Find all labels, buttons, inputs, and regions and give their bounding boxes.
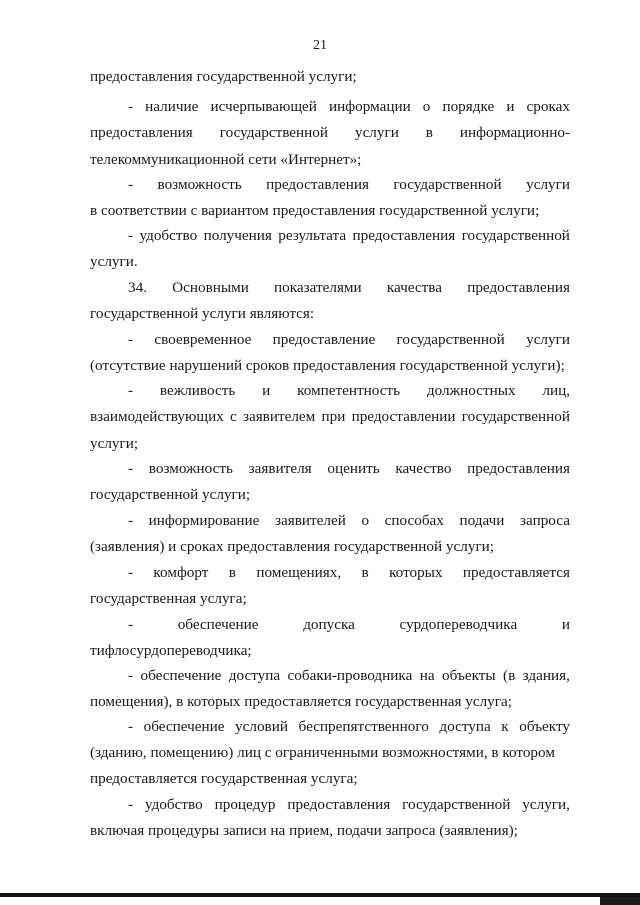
text-line: предоставления государственной услуги; <box>90 68 357 85</box>
word: - <box>128 512 134 529</box>
word: подачи <box>459 512 505 529</box>
text-line: (заявления) и сроках предоставления государственной услуги; <box>90 538 495 555</box>
text-line-justified <box>128 227 570 245</box>
text-line: включая процедуры записи на прием, подачи запроса (заявления); <box>90 822 518 839</box>
word: исчерпывающей <box>210 98 317 115</box>
word: государственной <box>219 124 329 141</box>
word: предоставления <box>266 176 369 193</box>
text-line-justified <box>90 124 570 142</box>
word: взаимодействующих <box>90 408 224 425</box>
word: и <box>561 616 570 633</box>
word: доступа <box>439 718 491 735</box>
word: - <box>128 176 134 193</box>
word: порядке <box>442 98 495 115</box>
word: комфорт <box>153 564 209 581</box>
word: - <box>128 796 134 813</box>
word: государственной <box>393 176 502 193</box>
word: компетентность <box>297 382 401 399</box>
word: возможность <box>157 176 242 193</box>
word: заявителя <box>248 460 312 477</box>
text-line: услуги. <box>90 253 138 270</box>
text-line: предоставляется государственная услуга; <box>90 770 358 787</box>
text-line-justified <box>128 616 570 634</box>
bottom-corner-mark <box>600 897 640 905</box>
word: государственной <box>461 408 570 425</box>
word: заявителей <box>274 512 346 529</box>
word: предоставления <box>467 460 570 477</box>
word: способах <box>384 512 444 529</box>
word: предоставление <box>272 331 376 348</box>
word: доступа <box>228 667 281 684</box>
word: в <box>228 564 236 581</box>
word: 34. <box>128 279 147 296</box>
word: сурдопереводчика <box>399 616 518 633</box>
word: - <box>128 718 134 735</box>
word: удобство <box>139 227 198 244</box>
text-line-justified <box>128 667 570 685</box>
text-line-justified <box>128 460 570 478</box>
word: обеспечение <box>140 667 222 684</box>
text-line-justified <box>128 279 570 297</box>
word: собаки-проводника <box>287 667 413 684</box>
text-line: (отсутствие нарушений сроков предоставления государственной услуги); <box>90 357 565 374</box>
word: условий <box>235 718 288 735</box>
text-line: государственная услуга; <box>90 590 247 607</box>
text-line-justified <box>128 512 570 530</box>
word: своевременное <box>154 331 252 348</box>
word: сроках <box>526 98 570 115</box>
word: показателями <box>274 279 362 296</box>
word: услуги, <box>522 796 570 813</box>
word: здания, <box>522 667 570 684</box>
word: объекты <box>442 667 496 684</box>
word: к <box>501 718 509 735</box>
text-line-justified <box>128 176 570 194</box>
word: услуги <box>526 176 570 193</box>
word: - <box>128 616 134 633</box>
word: - <box>128 667 134 684</box>
text-line-justified <box>128 564 570 582</box>
word: оценить <box>327 460 380 477</box>
text-line: помещения), в которых предоставляется государственная услуга; <box>90 693 512 710</box>
word: обеспечение <box>143 718 225 735</box>
word: на <box>419 667 435 684</box>
word: допуска <box>303 616 355 633</box>
text-line: услуги; <box>90 435 139 452</box>
word: услуги <box>354 124 399 141</box>
text-line-justified <box>128 796 570 814</box>
word: информирование <box>148 512 260 529</box>
word: государственной <box>461 227 570 244</box>
word: вежливость <box>159 382 236 399</box>
word: запроса <box>520 512 570 529</box>
word: предоставления <box>90 124 193 141</box>
text-line-justified <box>128 331 570 349</box>
word: возможность <box>148 460 233 477</box>
word: помещениях, <box>256 564 342 581</box>
word: государственной <box>402 796 511 813</box>
word: с <box>230 408 237 425</box>
word: о <box>422 98 431 115</box>
word: Основными <box>172 279 249 296</box>
word: беспрепятственного <box>298 718 429 735</box>
word: (в <box>503 667 516 684</box>
word: - <box>128 460 134 477</box>
word: государственной <box>396 331 505 348</box>
word: при <box>321 408 346 425</box>
word: должностных <box>426 382 516 399</box>
word: качество <box>395 460 452 477</box>
word: объекту <box>519 718 570 735</box>
word: - <box>128 98 134 115</box>
text-line-justified <box>128 98 570 116</box>
word: в <box>425 124 433 141</box>
word: и <box>262 382 271 399</box>
text-line-justified <box>128 382 570 400</box>
word: о <box>361 512 370 529</box>
word: предоставления <box>467 279 570 296</box>
word: лиц, <box>542 382 570 399</box>
word: - <box>128 227 134 244</box>
text-line: (зданию, помещению) лиц с ограниченными возможностями, в котором <box>90 744 555 761</box>
text-line: в соответствии с вариантом предоставления государственной услуги; <box>90 202 540 219</box>
text-line: государственной услуги; <box>90 486 251 503</box>
word: заявителем <box>242 408 316 425</box>
text-line-justified <box>90 408 570 426</box>
word: предоставления <box>287 796 391 813</box>
word: и <box>506 98 515 115</box>
word: предоставлении <box>351 408 456 425</box>
text-line: тифлосурдопереводчика; <box>90 642 252 659</box>
page-number: 21 <box>313 38 327 53</box>
word: предоставляется <box>462 564 570 581</box>
word: процедур <box>214 796 276 813</box>
word: которых <box>389 564 443 581</box>
word: наличие <box>145 98 199 115</box>
text-line: телекоммуникационной сети «Интернет»; <box>90 151 362 168</box>
word: - <box>128 382 134 399</box>
word: качества <box>386 279 442 296</box>
bottom-rule-divider <box>0 893 640 897</box>
text-line-justified <box>128 718 570 736</box>
word: услуги <box>526 331 570 348</box>
word: предоставления <box>352 227 456 244</box>
word: - <box>128 331 134 348</box>
word: в <box>361 564 369 581</box>
word: получения <box>203 227 272 244</box>
word: удобство <box>144 796 203 813</box>
word: обеспечение <box>177 616 259 633</box>
word: - <box>128 564 134 581</box>
word: результата <box>278 227 347 244</box>
word: информации <box>329 98 411 115</box>
word: информационно- <box>459 124 570 141</box>
text-line: государственной услуги являются: <box>90 305 315 322</box>
